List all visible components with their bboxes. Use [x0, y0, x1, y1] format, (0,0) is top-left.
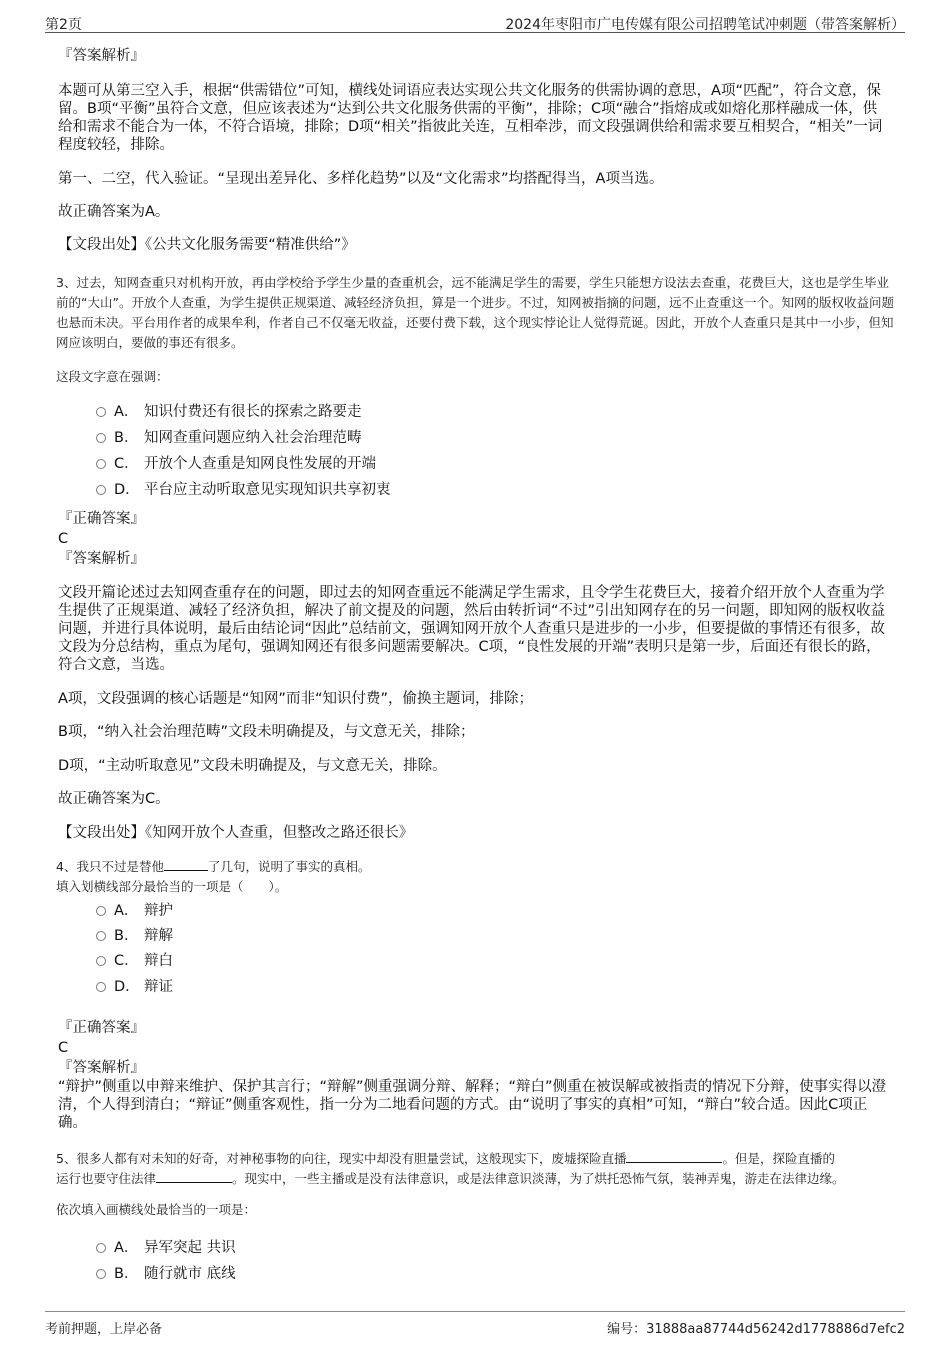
q4-answer-label: 『正确答案』 — [58, 1020, 145, 1036]
document-title: 2024年枣阳市广电传媒有限公司招聘笔试冲刺题（带答案解析） — [505, 17, 905, 33]
q3-source: 【文段出处】《知网开放个人查重，但整改之路还很长》 — [58, 825, 414, 841]
q3-prompt: 这段文字意在强调： — [56, 369, 169, 384]
q4-option-a[interactable]: A． 辩护 — [96, 901, 173, 921]
q3-option-b[interactable]: B． 知网查重问题应纳入社会治理范畴 — [96, 428, 362, 448]
page-header — [45, 10, 905, 33]
q2-conclusion: 故正确答案为A。 — [58, 204, 170, 220]
radio-icon[interactable] — [96, 931, 106, 941]
q2-analysis-label: 『答案解析』 — [58, 48, 145, 64]
q5-stem: 5、很多人都有对未知的好奇，对神秘事物的向往，现实中却没有胆量尝试，这般现实下，废墟探险直播 。但是，探险直播的 运行也要守住法律 。现实中，一些主播或是没有法律意识，或是法律意识淡薄，为了烘托恐怖气氛，装神弄鬼，游走在法律边缘。 — [56, 1151, 845, 1186]
q5-prompt: 依次填入画横线处最恰当的一项是： — [56, 1202, 257, 1217]
q4-stem: 4、我只不过是替他 了几句，说明了事实的真相。 — [56, 859, 371, 874]
q4-prompt: 填入划横线部分最恰当的一项是（ ）。 — [56, 879, 288, 894]
footer-slogan: 考前押题，上岸必备 — [45, 1322, 163, 1337]
q4-analysis-label: 『答案解析』 — [58, 1060, 145, 1076]
answer-blank — [156, 1170, 232, 1183]
q3-conclusion: 故正确答案为C。 — [58, 791, 170, 807]
radio-icon[interactable] — [96, 459, 106, 469]
q3-analysis-label: 『答案解析』 — [58, 551, 145, 567]
q2-analysis-paragraph-2: 第一、二空，代入验证。“呈现出差异化、多样化趋势”以及“文化需求”均搭配得当，A项当选。 — [58, 171, 664, 187]
q4-answer: C — [58, 1040, 69, 1056]
q3-option-d[interactable]: D． 平台应主动听取意见实现知识共享初衷 — [96, 480, 391, 500]
q3-analysis-b: B项，“纳入社会治理范畴”文段未明确提及，与文意无关，排除； — [58, 724, 475, 740]
document-code: 编号：31888aa87744d56242d1778886d7efc2 — [607, 1322, 905, 1337]
radio-icon[interactable] — [96, 485, 106, 495]
radio-icon[interactable] — [96, 906, 106, 916]
q3-analysis-paragraph: 文段开篇论述过去知网查重存在的问题，即过去的知网查重远不能满足学生需求，且令学生花费巨大，接着介绍开放个人查重为学生提供了正规渠道、减轻了经济负担，解决了前文提及的问题，然后由转折词“不过”引出知网存在的另一问题，即知网的版权收益问题，并进行具体说明，最后由结论词“因此”总结前文，强调知网开放个人查重只是进步的一小步，但要提做的事情还有很多，故文段为分总结构，重点为尾句，强调知网还有很多问题需要解决。C项，“良性发展的开端”表明只是第一步，后面还有很长的路，符合文意，当选。 — [58, 585, 886, 673]
page-number: 第2页 — [45, 17, 82, 33]
radio-icon[interactable] — [96, 982, 106, 992]
radio-icon[interactable] — [96, 1269, 106, 1279]
q3-option-c[interactable]: C． 开放个人查重是知网良性发展的开端 — [96, 454, 376, 474]
radio-icon[interactable] — [96, 433, 106, 443]
q3-option-a[interactable]: A． 知识付费还有很长的探索之路要走 — [96, 402, 362, 422]
radio-icon[interactable] — [96, 956, 106, 966]
radio-icon[interactable] — [96, 1243, 106, 1253]
page-footer — [45, 1311, 905, 1338]
radio-icon[interactable] — [96, 407, 106, 417]
q2-source: 【文段出处】《公共文化服务需要“精准供给”》 — [58, 237, 356, 253]
q3-analysis-a: A项，文段强调的核心话题是“知网”而非“知识付费”，偷换主题词，排除； — [58, 691, 533, 707]
q3-answer-label: 『正确答案』 — [58, 511, 145, 527]
q4-option-c[interactable]: C． 辩白 — [96, 951, 173, 971]
answer-blank — [164, 858, 208, 871]
q4-analysis: “辩护”侧重以申辩来维护、保护其言行；“辩解”侧重强调分辩、解释；“辩白”侧重在被误解或被指责的情况下分辩，使事实得以澄清，个人得到清白；“辩证”侧重客观性，指一分为二地看问题的方式。由“说明了事实的真相”可知，“辩白”较合适。因此C项正确。 — [58, 1079, 887, 1131]
q4-option-d[interactable]: D． 辩证 — [96, 977, 173, 997]
answer-blank — [626, 1150, 722, 1163]
q5-option-a[interactable]: A． 异军突起 共识 — [96, 1238, 236, 1258]
q3-analysis-d: D项，“主动听取意见”文段未明确提及，与文意无关，排除。 — [58, 758, 447, 774]
q2-analysis-paragraph: 本题可从第三空入手，根据“供需错位”可知，横线处词语应表达实现公共文化服务的供需协调的意思，A项“匹配”，符合文意，保留。B项“平衡”虽符合文意，但应该表述为“达到公共文化服务供需的平衡”，排除；C项“融合”指熔成或如熔化那样融成一体，供给和需求不能合为一体，不符合语境，排除；D项“相关”指彼此关连，互相牵涉，而文段强调供给和需求要互相契合，“相关”一词程度较轻，排除。 — [58, 83, 883, 153]
q4-option-b[interactable]: B． 辩解 — [96, 926, 173, 946]
q5-option-b[interactable]: B． 随行就市 底线 — [96, 1264, 236, 1284]
q3-stem: 3、过去，知网查重只对机构开放，再由学校给予学生少量的查重机会，远不能满足学生的需要，学生只能想方设法去查重，花费巨大，这也是学生毕业前的“大山”。开放个人查重，为学生提供正规渠道、减轻经济负担，算是一个进步。不过，知网被指摘的问题，远不止查重这一个。知网的版权收益问题也悬而未决。平台用作者的成果牟利，作者自己不仅毫无收益，还要付费下载，这个现实悖论让人觉得荒诞。因此，开放个人查重只是其中一小步，但知网应该明白，要做的事还有很多。 — [56, 275, 894, 350]
q3-answer: C — [58, 531, 69, 547]
